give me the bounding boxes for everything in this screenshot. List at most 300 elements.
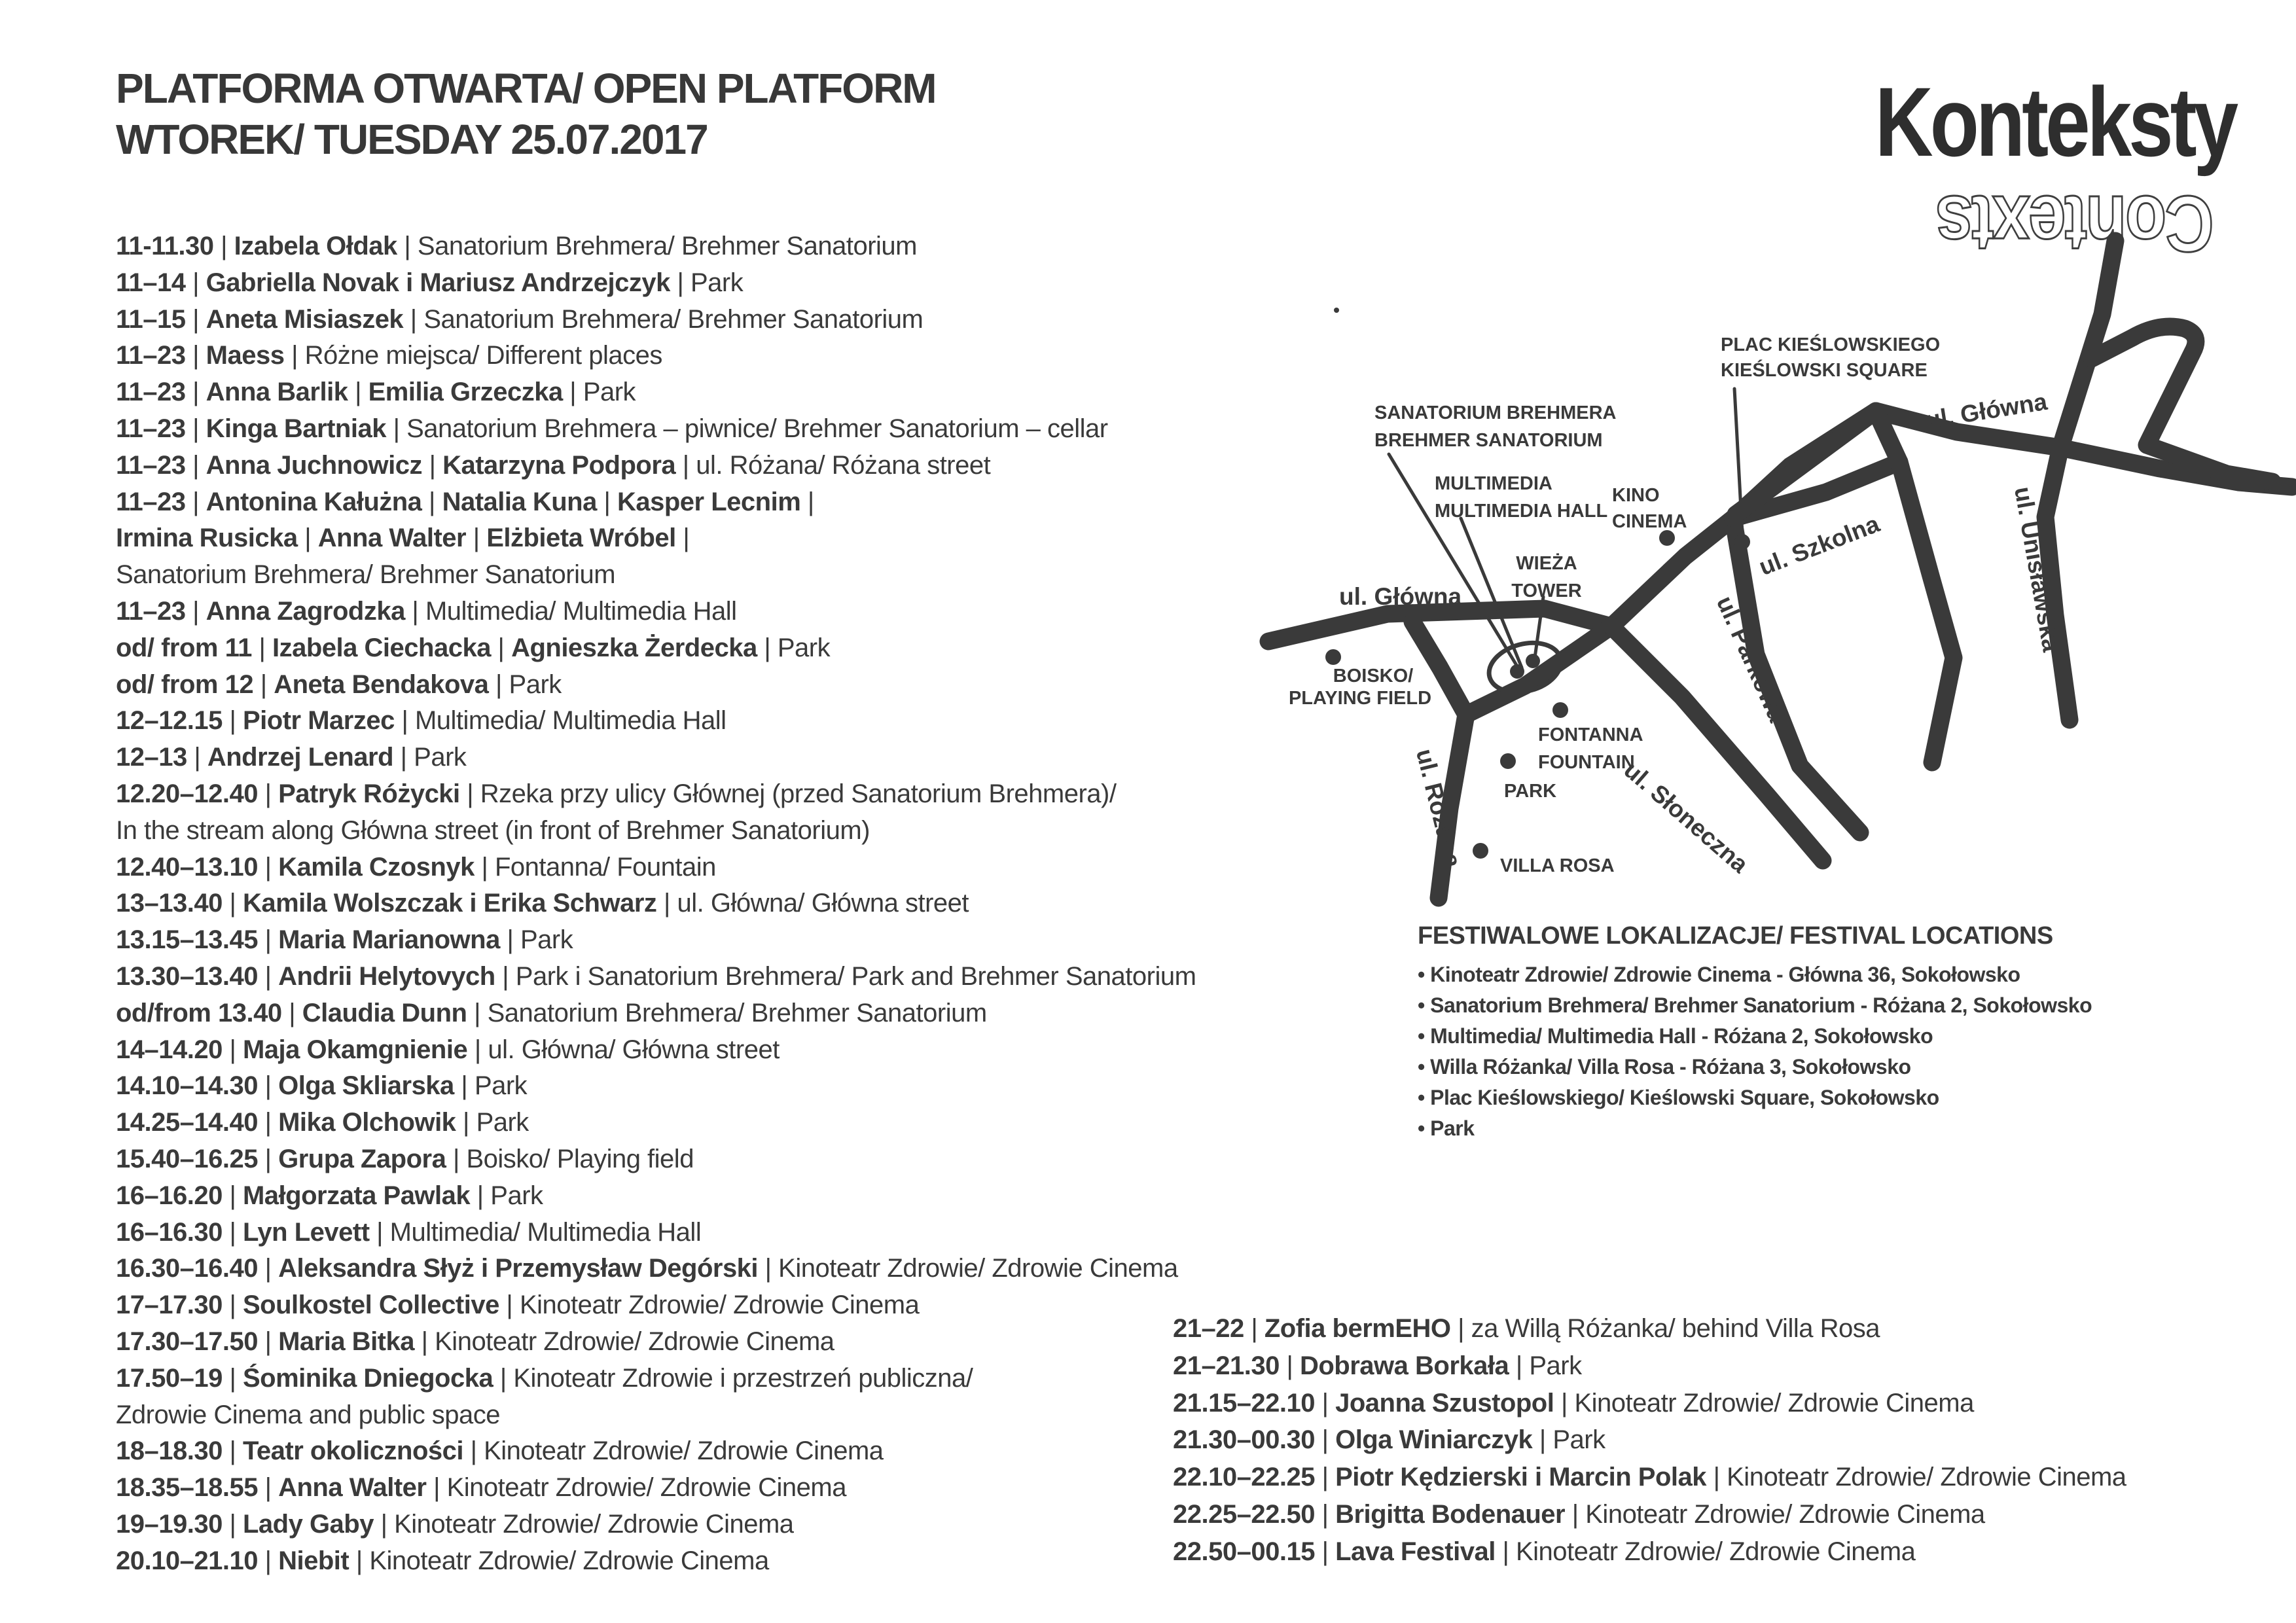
schedule-row-bold-text: 16–16.20 <box>116 1181 223 1210</box>
schedule-row-regular-text: | <box>670 268 691 297</box>
schedule-row-regular-text: | <box>459 779 480 808</box>
schedule-row <box>116 448 1196 484</box>
schedule-row <box>116 594 1196 630</box>
schedule-row-regular-text: | <box>257 1144 279 1173</box>
schedule-row-regular-text: za Willą Różanka/ behind Villa Rosa <box>1471 1314 1880 1343</box>
schedule-row-regular-text: | <box>213 232 234 260</box>
place-label-villa-rosa: VILLA ROSA <box>1500 855 1615 876</box>
schedule-row-bold-text: 14.10–14.30 <box>116 1071 258 1101</box>
schedule-row-bold-text: Maess <box>206 341 285 370</box>
schedule-row-regular-text: | <box>222 1363 243 1393</box>
schedule-row-regular-text: | <box>397 232 418 260</box>
schedule-row-regular-text: Kinoteatr Zdrowie/ Zdrowie Cinema <box>369 1546 769 1575</box>
logo-contexts-mirrored: Contexts <box>1937 179 2214 268</box>
schedule-row-bold-text: Soulkostel Collective <box>242 1291 499 1320</box>
schedule-row <box>116 1287 1196 1324</box>
schedule-row <box>116 776 1196 813</box>
schedule-row-bold-text: 12.20–12.40 <box>116 779 258 808</box>
schedule-row-regular-text: Park <box>414 743 467 772</box>
schedule-row-regular-text: | <box>257 1108 279 1137</box>
schedule-row-bold-text: 21–22 <box>1173 1314 1244 1343</box>
schedule-row-bold-text: Dobrawa Borkała <box>1299 1351 1509 1380</box>
schedule-row-regular-text: | <box>222 1181 243 1210</box>
schedule-row-regular-text: Fontanna/ Fountain <box>494 852 716 882</box>
stray-mark <box>1334 308 1339 313</box>
schedule-row-bold-text: Lady Gaby <box>242 1509 374 1539</box>
schedule-row-regular-text: | <box>562 378 583 407</box>
schedule-row-regular-text: | <box>222 1217 243 1247</box>
schedule-row-regular-text: | <box>257 852 279 882</box>
schedule-row <box>116 1543 1196 1580</box>
schedule-row <box>116 813 1196 849</box>
place-label-wieza-line1: WIEŻA <box>1516 553 1577 574</box>
schedule-row-regular-text: Kinoteatr Zdrowie i przestrzeń publiczna/ <box>513 1363 973 1393</box>
schedule-row-bold-text: 12–12.15 <box>116 706 223 736</box>
place-label-boisko-line2: PLAYING FIELD <box>1288 688 1432 709</box>
schedule-row-bold-text: Anna Zagrodzka <box>206 596 405 626</box>
schedule-row-bold-text: 22.25–22.50 <box>1173 1499 1315 1529</box>
schedule-row-regular-text: Park <box>520 925 573 955</box>
schedule-row <box>1173 1459 2126 1496</box>
schedule-row-bold-text: Maja Okamgnienie <box>242 1035 468 1064</box>
schedule-row <box>116 265 1196 302</box>
schedule-row-bold-text: 21–21.30 <box>1173 1351 1280 1380</box>
schedule-row-bold-text: Grupa Zapora <box>278 1144 446 1173</box>
schedule-row-regular-text: | <box>1314 1537 1336 1566</box>
schedule-row-regular-text: | <box>446 1144 467 1173</box>
schedule-row-bold-text: Lyn Levett <box>242 1217 370 1247</box>
place-label-park: PARK <box>1504 781 1557 802</box>
schedule-row <box>1173 1347 2126 1385</box>
schedule-row-bold-text: Zofia bermEHO <box>1264 1314 1451 1343</box>
schedule-row-regular-text: | <box>426 1473 447 1503</box>
schedule-row-bold-text: Olga Winiarczyk <box>1335 1425 1533 1455</box>
schedule-row <box>116 630 1196 667</box>
place-label-kino-line1: KINO <box>1612 485 1660 506</box>
schedule-row-regular-text: Kinoteatr Zdrowie/ Zdrowie Cinema <box>1585 1499 1985 1529</box>
schedule-row-bold-text: 11–23 <box>116 378 186 407</box>
schedule-row-regular-text: Kinoteatr Zdrowie/ Zdrowie Cinema <box>446 1473 846 1503</box>
schedule-row <box>116 302 1196 338</box>
schedule-row-regular-text: Rzeka przy ulicy Głównej (przed Sanatorium Brehmera)/ <box>480 779 1117 808</box>
schedule-row-bold-text: 18–18.30 <box>116 1436 223 1466</box>
schedule-row-bold-text: Aneta Bendakova <box>274 669 489 699</box>
schedule-row-regular-text: | <box>185 596 206 626</box>
schedule-row-regular-text: | <box>257 1473 279 1503</box>
schedule-row-bold-text: 21.30–00.30 <box>1173 1425 1315 1455</box>
schedule-row-bold-text: 15.40–16.25 <box>116 1144 258 1173</box>
schedule-row-regular-text: | <box>257 1546 279 1575</box>
festival-location-item: • Willa Różanka/ Villa Rosa - Różana 3, Sokołowsko <box>1418 1055 1911 1079</box>
page-title <box>116 63 936 165</box>
schedule-row <box>116 1397 1196 1434</box>
schedule-row-bold-text: od/ from 12 <box>116 669 254 699</box>
schedule-row-regular-text: Kinoteatr Zdrowie/ Zdrowie Cinema <box>519 1291 920 1320</box>
schedule-row-regular-text: Kinoteatr Zdrowie/ Zdrowie Cinema <box>1727 1463 2126 1492</box>
schedule-row-bold-text: 14–14.20 <box>116 1035 223 1064</box>
schedule-row-regular-text: | <box>222 889 243 918</box>
schedule-column-right <box>1173 1310 2126 1571</box>
schedule-row-regular-text: | <box>185 487 206 516</box>
schedule-row-regular-text: | <box>185 341 206 370</box>
schedule-row-bold-text: 11–23 <box>116 450 186 480</box>
dot-wieza <box>1526 654 1540 668</box>
schedule-row-bold-text: 14.25–14.40 <box>116 1108 258 1137</box>
schedule-row-regular-text: | <box>185 450 206 480</box>
schedule-row-regular-text: Sanatorium Brehmera/ Brehmer Sanatorium <box>487 998 987 1027</box>
schedule-row-bold-text: 19–19.30 <box>116 1509 223 1539</box>
schedule-row-bold-text: Aleksandra Słyż i Przemysław Degórski <box>278 1254 759 1283</box>
schedule-row-regular-text: | <box>369 1217 390 1247</box>
schedule-row <box>116 411 1196 448</box>
schedule-row-bold-text: od/ from 11 <box>116 633 252 662</box>
schedule-row-regular-text: | <box>257 779 279 808</box>
schedule-row-regular-text: | <box>187 743 207 772</box>
schedule-row-regular-text: | <box>222 706 243 736</box>
schedule-row-regular-text: Multimedia/ Multimedia Hall <box>389 1217 702 1247</box>
schedule-row-bold-text: Brigitta Bodenauer <box>1335 1499 1566 1529</box>
place-label-fontanna-line2: FOUNTAIN <box>1538 752 1635 773</box>
schedule-row <box>1173 1533 2126 1571</box>
schedule-row-regular-text: ul. Główna/ Główna street <box>488 1035 780 1064</box>
schedule-row-regular-text: | <box>1314 1499 1336 1529</box>
schedule-row-bold-text: 21.15–22.10 <box>1173 1388 1315 1418</box>
schedule-row-bold-text: Izabela Ciechacka <box>272 633 491 662</box>
schedule-row <box>116 374 1196 411</box>
schedule-row-bold-text: Kasper Lecnim <box>617 487 801 516</box>
schedule-row <box>1173 1421 2126 1459</box>
schedule-row <box>1173 1310 2126 1347</box>
schedule-row-bold-text: 11-11.30 <box>116 232 214 260</box>
schedule-row-regular-text: | <box>493 1363 514 1393</box>
schedule-row-regular-text: | <box>281 998 302 1027</box>
schedule-row-regular-text: | <box>1706 1463 1727 1492</box>
schedule-row-regular-text: Park <box>1552 1425 1605 1455</box>
schedule-row-bold-text: Lava Festival <box>1335 1537 1496 1566</box>
schedule-row-regular-text: Sanatorium Brehmera/ Brehmer Sanatorium <box>417 232 917 260</box>
schedule-row-regular-text: In the stream along Główna street (in front of Brehmer Sanatorium) <box>116 815 870 845</box>
schedule-row-regular-text: | <box>257 925 279 955</box>
schedule-row-regular-text: | <box>222 1035 243 1064</box>
schedule-row-regular-text: | <box>222 1509 243 1539</box>
schedule-row <box>116 1068 1196 1105</box>
street-label-rozana: ul. Różana <box>1410 746 1467 870</box>
schedule-row-regular-text: | <box>675 524 690 553</box>
schedule-row-regular-text: | <box>1532 1425 1553 1455</box>
schedule-row-regular-text: Kinoteatr Zdrowie/ Zdrowie Cinema <box>435 1327 834 1356</box>
schedule-row-bold-text: 13.30–13.40 <box>116 961 258 991</box>
schedule-row <box>116 995 1196 1032</box>
schedule-row-regular-text: Boisko/ Playing field <box>466 1144 694 1173</box>
schedule-row-regular-text: | <box>185 414 206 443</box>
schedule-row-regular-text: Kinoteatr Zdrowie/ Zdrowie Cinema <box>1515 1537 1916 1566</box>
schedule-row-regular-text: Multimedia/ Multimedia Hall <box>414 706 726 736</box>
schedule-row-regular-text: Różne miejsca/ Different places <box>304 341 662 370</box>
schedule-row-bold-text: 13.15–13.45 <box>116 925 258 955</box>
schedule-row-bold-text: 18.35–18.55 <box>116 1473 258 1503</box>
schedule-row <box>116 1178 1196 1215</box>
schedule-row-regular-text: | <box>403 304 424 334</box>
schedule-row <box>116 1361 1196 1397</box>
schedule-row-regular-text: | <box>499 1291 520 1320</box>
schedule-row-bold-text: Maria Bitka <box>278 1327 414 1356</box>
schedule-row-regular-text: | <box>499 925 520 955</box>
schedule-row-bold-text: Andrzej Lenard <box>207 743 394 772</box>
street-label-glowna-left: ul. Główna <box>1339 583 1462 610</box>
schedule-row-bold-text: Irmina Rusicka <box>116 524 298 553</box>
dot-boisko <box>1325 649 1341 665</box>
schedule-row <box>1173 1385 2126 1422</box>
schedule-row-regular-text: | <box>422 487 442 516</box>
schedule-row-regular-text: | <box>257 1327 279 1356</box>
schedule-row-regular-text: Multimedia/ Multimedia Hall <box>425 596 737 626</box>
schedule-row-regular-text: | <box>758 1254 779 1283</box>
schedule-row-regular-text: | <box>185 378 206 407</box>
festival-location-item: • Sanatorium Brehmera/ Brehmer Sanatorium - Różana 2, Sokołowsko <box>1418 993 2092 1017</box>
schedule-row-regular-text: | <box>393 743 414 772</box>
schedule-row-bold-text: Emilia Grzeczka <box>368 378 563 407</box>
schedule-row <box>116 1141 1196 1178</box>
schedule-row-regular-text: Sanatorium Brehmera/ Brehmer Sanatorium <box>423 304 924 334</box>
schedule-row-bold-text: 17.30–17.50 <box>116 1327 258 1356</box>
festival-location-item: • Kinoteatr Zdrowie/ Zdrowie Cinema - Główna 36, Sokołowsko <box>1418 963 2020 986</box>
schedule-row-regular-text: | <box>349 1546 370 1575</box>
schedule-row-regular-text: | <box>800 487 814 516</box>
schedule-row-regular-text: | <box>490 633 512 662</box>
schedule-row-regular-text: | <box>1279 1351 1300 1380</box>
schedule-row <box>116 1032 1196 1069</box>
schedule-row-regular-text: | <box>257 1254 279 1283</box>
schedule-row-regular-text: Sanatorium Brehmera/ Brehmer Sanatorium <box>116 560 616 590</box>
schedule-row <box>116 1470 1196 1507</box>
schedule-row-regular-text: | <box>185 268 206 297</box>
schedule-row-bold-text: Piotr Kędzierski i Marcin Polak <box>1335 1463 1706 1492</box>
festival-locations-heading: FESTIWALOWE LOKALIZACJE/ FESTIVAL LOCATIONS <box>1418 922 2053 950</box>
schedule-row-regular-text: | <box>757 633 778 662</box>
schedule-row-regular-text: | <box>253 669 274 699</box>
schedule-row-regular-text: | <box>222 1436 243 1466</box>
schedule-row-regular-text: | <box>1244 1314 1265 1343</box>
dot-plac <box>1734 534 1750 550</box>
page-title-line1: PLATFORMA OTWARTA/ OPEN PLATFORM <box>116 65 936 112</box>
logo-konteksty: Konteksty <box>1874 67 2235 177</box>
schedule-row-regular-text: | <box>1509 1351 1530 1380</box>
schedule-row <box>116 667 1196 704</box>
schedule-row <box>116 484 1196 521</box>
schedule-row-regular-text: | <box>251 633 273 662</box>
street-label-unislawska: ul. Unisławska <box>2009 484 2065 654</box>
schedule-row-regular-text: | <box>467 998 488 1027</box>
street-label-szkolna: ul. Szkolna <box>1755 510 1884 581</box>
schedule-row <box>116 520 1196 557</box>
schedule-column-left <box>116 228 1196 1579</box>
schedule-row-regular-text: Kinoteatr Zdrowie/ Zdrowie Cinema <box>1574 1388 1974 1418</box>
schedule-row-regular-text: | <box>1314 1388 1336 1418</box>
schedule-row-bold-text: Katarzyna Podpora <box>442 450 676 480</box>
schedule-row-regular-text: Park i Sanatorium Brehmera/ Park and Brehmer Sanatorium <box>515 961 1196 991</box>
schedule-row-bold-text: 22.10–22.25 <box>1173 1463 1315 1492</box>
schedule-row-bold-text: 11–23 <box>116 341 186 370</box>
schedule-row-bold-text: Anna Barlik <box>206 378 348 407</box>
schedule-row-regular-text: Park <box>777 633 831 662</box>
schedule-row-bold-text: Joanna Szustopol <box>1335 1388 1554 1418</box>
schedule-row-bold-text: Aneta Misiaszek <box>206 304 404 334</box>
festival-locations <box>1418 920 2092 1144</box>
schedule-row <box>116 959 1196 995</box>
street-label-sloneczna: ul. Słoneczna <box>1619 756 1753 878</box>
schedule-row-regular-text: | <box>284 341 305 370</box>
schedule-row-regular-text: | <box>470 1181 491 1210</box>
schedule-row <box>116 1215 1196 1251</box>
schedule-row-bold-text: 12.40–13.10 <box>116 852 258 882</box>
schedule-row-regular-text: | <box>656 889 677 918</box>
schedule-row <box>116 1251 1196 1287</box>
festival-location-item: • Plac Kieślowskiego/ Kieślowski Square, Sokołowsko <box>1418 1086 1939 1109</box>
schedule-row-bold-text: Kamila Wolszczak i Erika Schwarz <box>242 889 657 918</box>
schedule-row <box>116 1324 1196 1361</box>
place-label-boisko-line1: BOISKO/ <box>1333 666 1414 687</box>
place-label-sanatorium-line2: BREHMER SANATORIUM <box>1374 430 1603 451</box>
schedule-row-regular-text: | <box>1495 1537 1516 1566</box>
schedule-row-regular-text: | <box>467 1035 488 1064</box>
schedule-row-bold-text: 11–23 <box>116 414 186 443</box>
schedule-row-regular-text: | <box>1314 1425 1336 1455</box>
page-title-line2: WTOREK/ TUESDAY 25.07.2017 <box>116 116 708 163</box>
schedule-row-regular-text: Park <box>490 1181 543 1210</box>
place-label-plac-line1: PLAC KIEŚLOWSKIEGO <box>1721 334 1941 355</box>
schedule-row-regular-text: | <box>185 304 206 334</box>
place-label-sanatorium-line1: SANATORIUM BREHMERA <box>1374 402 1617 423</box>
schedule-row-regular-text: | <box>474 852 495 882</box>
schedule-row-regular-text: Park <box>690 268 744 297</box>
schedule-row-bold-text: 22.50–00.15 <box>1173 1537 1315 1566</box>
schedule-row-regular-text: | <box>348 378 368 407</box>
dot-park <box>1500 753 1516 769</box>
schedule-row-bold-text: 16.30–16.40 <box>116 1254 258 1283</box>
schedule-row-bold-text: Śominika Dniegocka <box>242 1363 493 1393</box>
schedule-row-regular-text: ul. Główna/ Główna street <box>677 889 969 918</box>
schedule-row-regular-text: | <box>1554 1388 1575 1418</box>
schedule-row <box>116 1433 1196 1470</box>
schedule-row-bold-text: Olga Skliarska <box>278 1071 454 1101</box>
place-label-multimedia-line1: MULTIMEDIA <box>1435 473 1552 494</box>
schedule-row-bold-text: Claudia Dunn <box>302 998 467 1027</box>
schedule-row <box>116 740 1196 776</box>
schedule-row-bold-text: Mika Olchowik <box>278 1108 456 1137</box>
schedule-row-bold-text: od/from 13.40 <box>116 998 282 1027</box>
schedule-row-regular-text: | <box>386 414 407 443</box>
schedule-row-bold-text: Andrii Helytovych <box>278 961 495 991</box>
street-label-glowna-right: ul. Główna <box>1924 387 2049 434</box>
schedule-row-bold-text: Kamila Czosnyk <box>278 852 475 882</box>
schedule-row-regular-text: | <box>422 450 443 480</box>
schedule-row-bold-text: Antonina Kałużna <box>206 487 422 516</box>
dot-kino <box>1659 530 1675 546</box>
schedule-row-regular-text: Kinoteatr Zdrowie/ Zdrowie Cinema <box>394 1509 794 1539</box>
schedule-row <box>1173 1496 2126 1533</box>
schedule-row-bold-text: 13–13.40 <box>116 889 223 918</box>
schedule-row-regular-text: ul. Różana/ Różana street <box>696 450 991 480</box>
schedule-row-regular-text: | <box>596 487 617 516</box>
schedule-row-bold-text: Anna Walter <box>317 524 467 553</box>
schedule-row-bold-text: 11–23 <box>116 487 186 516</box>
dot-villa-rosa <box>1473 843 1488 859</box>
schedule-row-regular-text: Park <box>474 1071 528 1101</box>
schedule-row-regular-text: Kinoteatr Zdrowie/ Zdrowie Cinema <box>484 1436 884 1466</box>
schedule-row-regular-text: Park <box>583 378 636 407</box>
dot-fontanna <box>1552 702 1568 718</box>
schedule-row-bold-text: Małgorzata Pawlak <box>242 1181 471 1210</box>
schedule-row-regular-text: Park <box>509 669 562 699</box>
schedule-row-bold-text: 12–13 <box>116 743 187 772</box>
schedule-row-bold-text: Anna Juchnowicz <box>206 450 422 480</box>
schedule-row-bold-text: 16–16.30 <box>116 1217 223 1247</box>
festival-locations-list <box>1418 959 2092 1144</box>
schedule-row-regular-text: | <box>414 1327 435 1356</box>
schedule-row <box>116 849 1196 886</box>
schedule-row-bold-text: Anna Walter <box>278 1473 427 1503</box>
place-label-wieza-line2: TOWER <box>1511 580 1582 601</box>
festival-location-item: • Park <box>1418 1116 1475 1140</box>
schedule-row-bold-text: Patryk Różycki <box>278 779 460 808</box>
schedule-row-regular-text: Park <box>476 1108 529 1137</box>
schedule-row-bold-text: Niebit <box>278 1546 350 1575</box>
schedule-row-bold-text: 11–15 <box>116 304 186 334</box>
schedule-row-regular-text: | <box>495 961 516 991</box>
schedule-row-bold-text: Agnieszka Żerdecka <box>511 633 757 662</box>
schedule-row <box>116 922 1196 959</box>
schedule-row-regular-text: Zdrowie Cinema and public space <box>116 1400 501 1429</box>
schedule-row-bold-text: Gabriella Novak i Mariusz Andrzejczyk <box>206 268 670 297</box>
schedule-row <box>116 557 1196 594</box>
schedule-row-regular-text: | <box>257 1071 279 1101</box>
place-label-multimedia-line2: MULTIMEDIA HALL <box>1435 501 1608 522</box>
schedule-row <box>116 703 1196 740</box>
schedule-row-bold-text: 11–14 <box>116 268 186 297</box>
schedule-row <box>116 885 1196 922</box>
schedule-row-bold-text: Izabela Ołdak <box>234 232 397 260</box>
schedule-row-regular-text: Park <box>1529 1351 1582 1380</box>
schedule-row-bold-text: Natalia Kuna <box>442 487 597 516</box>
dot-sanatorium <box>1510 664 1524 679</box>
place-label-plac-line2: KIEŚLOWSKI SQUARE <box>1721 360 1928 381</box>
schedule-row-bold-text: 20.10–21.10 <box>116 1546 258 1575</box>
schedule-row-regular-text: | <box>222 1291 243 1320</box>
schedule-row-regular-text: | <box>373 1509 395 1539</box>
schedule-row-regular-text: | <box>488 669 509 699</box>
schedule-row-regular-text: | <box>297 524 318 553</box>
festival-location-item: • Multimedia/ Multimedia Hall - Różana 2, Sokołowsko <box>1418 1024 1933 1048</box>
schedule-row-regular-text: | <box>466 524 487 553</box>
schedule-row-bold-text: 17–17.30 <box>116 1291 223 1320</box>
place-label-fontanna-line1: FONTANNA <box>1538 724 1643 745</box>
place-label-kino-line2: CINEMA <box>1612 511 1687 532</box>
schedule-row <box>116 338 1196 374</box>
schedule-row-regular-text: | <box>1565 1499 1586 1529</box>
schedule-row-bold-text: Elżbieta Wróbel <box>486 524 676 553</box>
schedule-row-bold-text: Kinga Bartniak <box>206 414 386 443</box>
festival-map <box>1211 216 2296 949</box>
schedule-row-regular-text: Sanatorium Brehmera – piwnice/ Brehmer Sanatorium – cellar <box>406 414 1108 443</box>
schedule-row-regular-text: | <box>394 706 415 736</box>
schedule-row-regular-text: | <box>1450 1314 1471 1343</box>
schedule-row-regular-text: | <box>675 450 696 480</box>
schedule-row-regular-text: | <box>257 961 279 991</box>
schedule-row-regular-text: | <box>456 1108 476 1137</box>
schedule-row-bold-text: Maria Marianowna <box>278 925 500 955</box>
schedule-row-bold-text: Teatr okoliczności <box>242 1436 463 1466</box>
schedule-row-regular-text: Kinoteatr Zdrowie/ Zdrowie Cinema <box>778 1254 1178 1283</box>
